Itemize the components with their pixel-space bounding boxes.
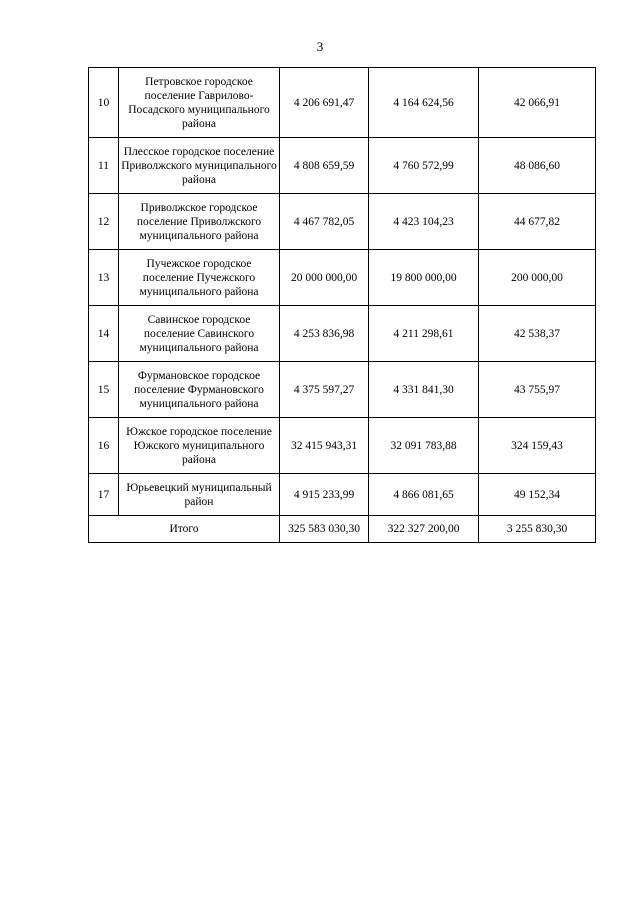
table-row <box>89 138 596 194</box>
row-number: 16 <box>89 418 119 474</box>
allocation-table <box>88 67 596 543</box>
amount-local: 43 755,97 <box>479 362 596 418</box>
table-row <box>89 418 596 474</box>
amount-regional: 4 423 104,23 <box>369 194 479 250</box>
total-amount-regional: 322 327 200,00 <box>369 516 479 543</box>
amount-regional: 4 760 572,99 <box>369 138 479 194</box>
table-row <box>89 474 596 516</box>
row-number: 15 <box>89 362 119 418</box>
municipality-name: Фурмановское городское поселение Фурмановского муниципального района <box>119 362 280 418</box>
amount-local: 200 000,00 <box>479 250 596 306</box>
municipality-name: Южское городское поселение Южского муниципального района <box>119 418 280 474</box>
amount-local: 42 066,91 <box>479 68 596 138</box>
total-row <box>89 516 596 543</box>
amount-total: 20 000 000,00 <box>280 250 369 306</box>
amount-regional: 19 800 000,00 <box>369 250 479 306</box>
table-row <box>89 68 596 138</box>
amount-local: 44 677,82 <box>479 194 596 250</box>
total-amount-total: 325 583 030,30 <box>280 516 369 543</box>
municipality-name: Пучежское городское поселение Пучежского муниципального района <box>119 250 280 306</box>
amount-total: 4 253 836,98 <box>280 306 369 362</box>
row-number: 10 <box>89 68 119 138</box>
amount-local: 42 538,37 <box>479 306 596 362</box>
amount-total: 4 206 691,47 <box>280 68 369 138</box>
amount-total: 4 808 659,59 <box>280 138 369 194</box>
amount-total: 32 415 943,31 <box>280 418 369 474</box>
table-row <box>89 250 596 306</box>
row-number: 13 <box>89 250 119 306</box>
municipality-name: Петровское городское поселение Гаврилово-Посадского муниципального района <box>119 68 280 138</box>
row-number: 12 <box>89 194 119 250</box>
row-number: 14 <box>89 306 119 362</box>
amount-total: 4 915 233,99 <box>280 474 369 516</box>
row-number: 11 <box>89 138 119 194</box>
amount-regional: 4 866 081,65 <box>369 474 479 516</box>
table-row <box>89 306 596 362</box>
municipality-name: Плесское городское поселение Приволжского муниципального района <box>119 138 280 194</box>
table-row <box>89 362 596 418</box>
table-row <box>89 194 596 250</box>
total-label: Итого <box>89 516 280 543</box>
row-number: 17 <box>89 474 119 516</box>
amount-regional: 4 211 298,61 <box>369 306 479 362</box>
page-number: 3 <box>316 39 324 54</box>
amount-total: 4 467 782,05 <box>280 194 369 250</box>
municipality-name: Савинское городское поселение Савинского муниципального района <box>119 306 280 362</box>
amount-regional: 32 091 783,88 <box>369 418 479 474</box>
amount-regional: 4 331 841,30 <box>369 362 479 418</box>
amount-total: 4 375 597,27 <box>280 362 369 418</box>
municipality-name: Приволжское городское поселение Приволжского муниципального района <box>119 194 280 250</box>
amount-regional: 4 164 624,56 <box>369 68 479 138</box>
municipality-name: Юрьевецкий муниципальный район <box>119 474 280 516</box>
amount-local: 324 159,43 <box>479 418 596 474</box>
total-amount-local: 3 255 830,30 <box>479 516 596 543</box>
amount-local: 49 152,34 <box>479 474 596 516</box>
amount-local: 48 086,60 <box>479 138 596 194</box>
